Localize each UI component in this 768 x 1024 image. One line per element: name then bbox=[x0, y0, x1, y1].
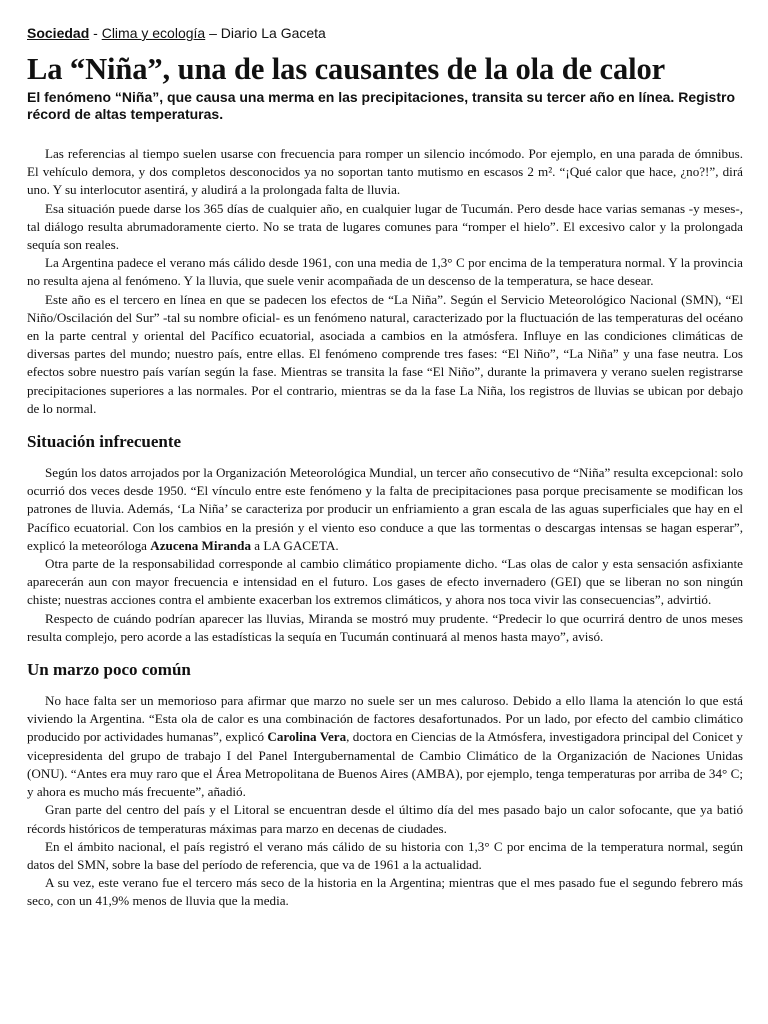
body-paragraph: Las referencias al tiempo suelen usarse con frecuencia para romper un silencio incómodo. Por ejemplo, en una parada de ómnibus. El vehículo demora, y dos completos desconocidos ya no soportan tanto mutismo en escasos 2 m². “¡Qué calor que hace, ¿no?!”, dirá uno. Y su interlocutor asentirá, y aludirá a la prolongada falta de lluvia. bbox=[27, 146, 743, 198]
body-paragraph: En el ámbito nacional, el país registró el verano más cálido de su historia con 1,3° C por encima de la temperatura normal, según datos del SMN, sobre la base del período de referencia, que va de 1961 a la actualidad. bbox=[27, 838, 743, 872]
breadcrumb-separator: – bbox=[205, 25, 221, 41]
body-paragraph: Gran parte del centro del país y el Litoral se encuentran desde el último día del mes pasado bajo un calor sofocante, que ya batió récords históricos de temperaturas máximas para marzo en decenas de ciudades. bbox=[27, 802, 743, 836]
paragraph-text: Según los datos arrojados por la Organización Meteorológica Mundial, un tercer año consecutivo de “Niña” resulta excepcional: solo ocurrió dos veces desde 1950. “El vínculo entre este fenómeno y la falta de precipitaciones pasa porque precisamente se modifican los patrones de lluvia. Además, ‘La Niña’ se caracteriza por producir un enfriamiento a gran escala de las aguas superficiales que hay en el Pacífico ecuatorial. Con los cambios en la presión y el viento eso conduce a que las tormentas o descargas intensas se hagan esperar”, explicó la meteoróloga bbox=[27, 465, 743, 553]
body-paragraph: Otra parte de la responsabilidad corresponde al cambio climático propiamente dicho. “Las olas de calor y esta sensación asfixiante aparecerán aun con mayor frecuencia e intensidad en el futuro. Los gases de efecto invernadero (GEI) que se liberan no son ningún chiste; nuestras acciones contra el ambiente exacerban los extremos climáticos, y ahora nos toca vivir las consecuencias”, advirtió. bbox=[27, 556, 743, 608]
section-heading: Un marzo poco común bbox=[27, 660, 191, 680]
paragraph-text: a LA GACETA. bbox=[251, 537, 339, 553]
article-page bbox=[27, 22, 743, 911]
body-paragraph: Esa situación puede darse los 365 días de cualquier año, en cualquier lugar de Tucumán. Pero desde hace varias semanas -y meses-, tal diálogo resulta abrumadoramente cierto. No se trata de lugares comunes para “romper el hielo”. El excesivo calor y la prolongada sequía son reales. bbox=[27, 200, 743, 253]
body-paragraph bbox=[27, 464, 743, 555]
article-title: La “Niña”, una de las causantes de la ola de calor bbox=[27, 52, 666, 86]
article-body bbox=[27, 145, 743, 911]
breadcrumb-separator: - bbox=[89, 25, 102, 41]
body-paragraph: Este año es el tercero en línea en que se padecen los efectos de “La Niña”. Según el Servicio Meteorológico Nacional (SMN), “El Niño/Oscilación del Sur” -tal su nombre oficial- es un fenómeno natural, caracterizado por la fluctuación de las temperaturas del océano en la parte central y oriental del Pacífico ecuatorial, asociada a cambios en la atmósfera. Influye en las condiciones climáticas de diversas partes del mundo; nuestro país, entre ellas. El fenómeno comprende tres fases: “El Niño”, “La Niña” y una fase neutra. Los efectos sobre nuestro país varían según la fase. Mientras se transita la fase “El Niño”, durante la primavera y verano suelen registrarse precipitaciones superiores a las normales. Por el contrario, mientras se da la fase La Niña, los registros de lluvias se ubican por debajo de lo normal. bbox=[27, 291, 743, 416]
breadcrumb-section-link[interactable]: Sociedad bbox=[27, 25, 90, 41]
body-paragraph: Respecto de cuándo podrían aparecer las lluvias, Miranda se mostró muy prudente. “Predecir lo que ocurrirá dentro de unos meses resulta complejo, pero acorde a las estadísticas la sequía en Tucumán continuará al menos hasta mayo”, avisó. bbox=[27, 610, 743, 644]
body-paragraph: La Argentina padece el verano más cálido desde 1961, con una media de 1,3° C por encima de la temperatura normal. Y la provincia no resulta ajena al fenómeno. Y la lluvia, que suele venir acompañada de un descenso de la temperatura, se hace desear. bbox=[27, 255, 743, 289]
body-paragraph: A su vez, este verano fue el tercero más seco de la historia en la Argentina; mientras que el mes pasado fue el segundo febrero más seco, con un 41,9% menos de lluvia que la media. bbox=[27, 875, 743, 909]
person-name: Carolina Vera bbox=[267, 729, 347, 745]
section-heading: Situación infrecuente bbox=[27, 432, 182, 452]
paragraph-text: No hace falta ser un memorioso para afirmar que marzo no suele ser un mes caluroso. Debido a ello llama la atención lo que está viviendo la Argentina. “Esta ola de calor es una combinación de factores desafortunados. Por un lado, por efecto del cambio climático producido por actividades humanas”, explicó bbox=[27, 693, 743, 745]
paragraph-text: , doctora en Ciencias de la Atmósfera, investigadora principal del Conicet y vicepresidenta del grupo de trabajo I del Panel Intergubernamental de Cambio Climático de la Organización de Naciones Unidas (ONU). “Antes era muy raro que el Área Metropolitana de Buenos Aires (AMBA), por ejemplo, tenga temperaturas por arriba de 34° C; y ahora es mucho más frecuente”, añadió. bbox=[27, 729, 743, 800]
breadcrumb-subsection-link[interactable]: Clima y ecología bbox=[101, 25, 206, 41]
body-paragraph bbox=[27, 692, 743, 801]
article-deck: El fenómeno “Niña”, que causa una merma en las precipitaciones, transita su tercer año en línea. Registro récord de altas temperaturas. bbox=[27, 89, 735, 122]
source-name: Diario La Gaceta bbox=[220, 25, 326, 41]
person-name: Azucena Miranda bbox=[150, 537, 252, 553]
breadcrumb bbox=[27, 22, 743, 44]
